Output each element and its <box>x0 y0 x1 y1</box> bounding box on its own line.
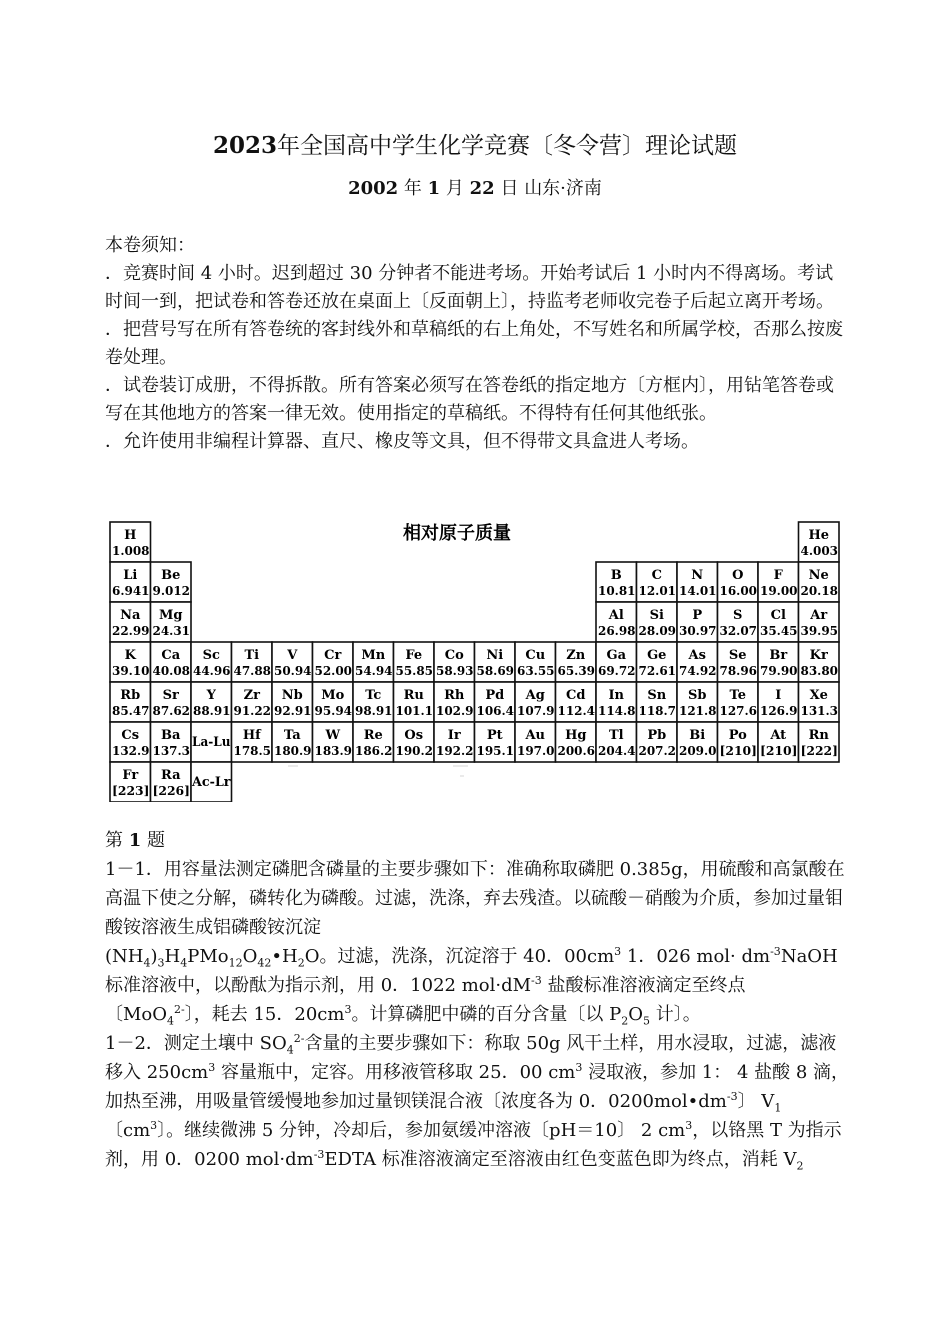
element-mass: 28.09 <box>638 624 676 638</box>
element-symbol: Os <box>404 728 424 743</box>
element-cell-ag <box>515 682 556 722</box>
element-mass: 88.91 <box>193 704 231 718</box>
element-mass: 183.9 <box>314 744 352 758</box>
element-mass: 186.2 <box>355 744 393 758</box>
element-mass: 127.6 <box>719 704 757 718</box>
element-mass: 83.80 <box>800 664 838 678</box>
element-symbol: Ac-Lr <box>191 775 231 790</box>
element-mass: 106.4 <box>476 704 514 718</box>
element-mass: 65.39 <box>557 664 595 678</box>
periodic-table <box>108 520 840 802</box>
element-cell-cl <box>758 602 799 642</box>
element-cell-kr <box>799 642 840 682</box>
element-symbol: Rh <box>444 688 465 703</box>
element-cell-re <box>353 722 394 762</box>
element-cell-rn <box>799 722 840 762</box>
element-symbol: Cr <box>324 648 342 663</box>
element-symbol: Cs <box>121 728 140 743</box>
element-symbol: Ar <box>810 608 828 623</box>
subtitle <box>0 176 950 202</box>
element-cell-zn <box>556 642 597 682</box>
element-mass: 178.5 <box>233 744 271 758</box>
element-mass: 112.4 <box>557 704 595 718</box>
element-mass: 197.0 <box>517 744 555 758</box>
element-mass: 16.00 <box>719 584 757 598</box>
element-symbol: Tl <box>608 728 624 743</box>
notice-item: ．竞赛时间 4 小时。迟到超过 30 分钟者不能进考场。开始考试后 1 小时内不得离场。考试时间一到，把试卷和答卷还放在桌面上〔反面朝上〕，持监考老师收完卷子后起立离开考场。 <box>105 263 834 312</box>
element-symbol: Rb <box>120 688 141 703</box>
element-cell-os <box>394 722 435 762</box>
element-mass: 55.85 <box>395 664 433 678</box>
notice-item: ．试卷装订成册，不得拆散。所有答案必须写在答卷纸的指定地方〔方框内〕，用钻笔答卷或写在其他地方的答案一律无效。使用指定的草稿纸。不得特有任何其他纸张。 <box>105 375 834 424</box>
element-mass: [226] <box>152 784 190 798</box>
element-mass: 44.96 <box>193 664 231 678</box>
element-cell-ar <box>799 602 840 642</box>
element-symbol: Kr <box>809 648 828 663</box>
element-cell-fe <box>394 642 435 682</box>
element-mass: 207.2 <box>638 744 676 758</box>
element-cell-cd <box>556 682 597 722</box>
element-mass: 22.99 <box>112 624 150 638</box>
element-symbol: I <box>775 688 782 703</box>
element-mass: 47.88 <box>233 664 271 678</box>
element-cell-ir <box>434 722 475 762</box>
element-cell-hf <box>232 722 273 762</box>
element-cell-b <box>596 562 637 602</box>
element-symbol: Si <box>649 608 664 623</box>
element-symbol: H <box>124 528 137 543</box>
question-section <box>105 826 850 1174</box>
element-mass: 91.22 <box>233 704 271 718</box>
element-symbol: P <box>692 608 703 623</box>
element-mass: 95.94 <box>314 704 352 718</box>
element-cell-i <box>758 682 799 722</box>
element-symbol: Hf <box>242 728 261 743</box>
element-symbol: Bi <box>689 728 706 743</box>
element-symbol: Na <box>120 608 141 623</box>
element-cell-ca <box>151 642 192 682</box>
element-symbol: Ra <box>160 768 181 783</box>
element-cell-pd <box>475 682 516 722</box>
element-cell-la-lu <box>191 722 232 762</box>
element-mass: 52.00 <box>314 664 352 678</box>
element-cell-mg <box>151 602 192 642</box>
element-cell-ac-lr <box>191 762 232 802</box>
element-symbol: Ge <box>647 648 667 663</box>
element-symbol: Zn <box>566 648 586 663</box>
element-mass: 9.012 <box>152 584 190 598</box>
element-symbol: C <box>651 568 662 583</box>
element-cell-h <box>110 522 151 562</box>
element-cell-xe <box>799 682 840 722</box>
element-cell-na <box>110 602 151 642</box>
element-cell-k <box>110 642 151 682</box>
subtitle-place: 山东·济南 <box>524 178 602 199</box>
element-cell-sn <box>637 682 678 722</box>
element-cell-ba <box>151 722 192 762</box>
element-mass: 30.97 <box>679 624 717 638</box>
element-symbol: Cu <box>525 648 546 663</box>
element-mass: [210] <box>719 744 757 758</box>
element-cell-sb <box>677 682 718 722</box>
element-symbol: As <box>688 648 706 663</box>
element-cell-hg <box>556 722 597 762</box>
element-mass: 74.92 <box>679 664 717 678</box>
element-mass: 190.2 <box>395 744 433 758</box>
element-cell-o <box>718 562 759 602</box>
notice-section <box>105 232 850 456</box>
question-1-2: 1－2．测定土壤中 $SO_4^{2-}$含量的主要步骤如下：称取 50g 风干土样，用水浸取，过滤，滤液移入 $250cm^3$ 容量瓶中，定容。用移液管移取 25．00 $cm^3$ 浸取液，参加 1： 4 盐酸 8 滴，加热至沸，用吸量管缓慢地参加过量钡镁混合液〔浓度各为 0．$0200mol•dm^{-3}$〕 $V_1$〔$cm^3$〕。继续微沸 5 分钟，冷却后，参加氨缓冲溶液〔pH＝10〕 2 $cm^3$，以铬黑 T 为指示剂，用 0．0200 $mol\cdot dm^{-3}EDTA$ 标准溶液滴定至溶液由红色变蓝色即为终点，消耗 $V_2$ <box>105 1032 850 1173</box>
element-mass: 204.4 <box>598 744 636 758</box>
element-symbol: Fr <box>122 768 139 783</box>
element-cell-ne <box>799 562 840 602</box>
element-symbol: Ga <box>606 648 627 663</box>
element-symbol: Fe <box>405 648 423 663</box>
element-mass: 121.8 <box>679 704 717 718</box>
element-cell-c <box>637 562 678 602</box>
element-cell-cu <box>515 642 556 682</box>
element-cell-at <box>758 722 799 762</box>
element-cell-al <box>596 602 637 642</box>
element-symbol: Br <box>769 648 788 663</box>
element-symbol: Tc <box>365 688 382 703</box>
element-mass: 20.18 <box>800 584 838 598</box>
element-mass: 19.00 <box>760 584 798 598</box>
element-mass: 131.3 <box>800 704 838 718</box>
question-heading: 第 1 题 <box>105 830 165 851</box>
element-mass: 72.61 <box>638 664 676 678</box>
element-symbol: Mg <box>159 608 183 623</box>
element-cell-br <box>758 642 799 682</box>
element-symbol: La-Lu <box>192 735 231 750</box>
element-symbol: O <box>732 568 744 583</box>
element-mass: 118.7 <box>638 704 676 718</box>
element-mass: 126.9 <box>760 704 798 718</box>
element-cell-cr <box>313 642 354 682</box>
element-mass: 1.008 <box>112 544 150 558</box>
element-cell-rb <box>110 682 151 722</box>
element-mass: 195.1 <box>476 744 514 758</box>
element-cell-ga <box>596 642 637 682</box>
element-symbol: Mn <box>361 648 386 663</box>
element-mass: [223] <box>112 784 150 798</box>
element-cell-v <box>272 642 313 682</box>
element-mass: 14.01 <box>679 584 717 598</box>
element-cell-bi <box>677 722 718 762</box>
element-mass: 54.94 <box>355 664 393 678</box>
element-symbol: Xe <box>809 688 828 703</box>
element-symbol: Se <box>728 648 747 663</box>
element-mass: 32.07 <box>719 624 757 638</box>
element-symbol: Li <box>123 568 138 583</box>
element-mass: 200.6 <box>557 744 595 758</box>
element-mass: 180.9 <box>274 744 312 758</box>
element-cell-f <box>758 562 799 602</box>
element-symbol: Hg <box>565 728 587 743</box>
element-symbol: F <box>773 568 783 583</box>
element-symbol: Ca <box>161 648 181 663</box>
element-symbol: Pt <box>486 728 503 743</box>
element-symbol: Sb <box>688 688 707 703</box>
element-mass: 107.9 <box>517 704 555 718</box>
subtitle-year: 2002 <box>348 178 399 199</box>
element-symbol: Sn <box>647 688 667 703</box>
element-cell-tc <box>353 682 394 722</box>
element-cell-rh <box>434 682 475 722</box>
element-cell-s <box>718 602 759 642</box>
element-mass: [222] <box>800 744 838 758</box>
question-1-1: 1－1．用容量法测定磷肥含磷量的主要步骤如下：准确称取磷肥 0.385g，用硫酸和高氯酸在高温下使之分解，磷转化为磷酸。过滤，洗涤，弃去残渣。以硫酸－硝酸为介质，参加过量钼酸铵溶液生成铝磷酸铵沉淀 $(NH_4)_3H_4PMo_{12}O_{42}•H_2O$。过滤，洗涤，沉淀溶于 40．$00cm^3$ 1．026 $mol\cdot dm^{-3}NaOH$ 标准溶液中，以酚酞为指示剂，用 0．1022 $mol\cdot dM^{-3}$ 盐酸标准溶液滴定至终点〔MoO$_4^{2-}$〕，耗去 15．$20cm^3$。计算磷肥中磷的百分含量〔以 $P_2O_5$ 计〕。 <box>105 859 845 1028</box>
element-symbol: He <box>808 528 830 543</box>
element-mass: 92.91 <box>274 704 312 718</box>
element-mass: 63.55 <box>517 664 555 678</box>
element-symbol: Ti <box>244 648 260 663</box>
element-symbol: B <box>610 568 622 583</box>
element-symbol: Ru <box>403 688 424 703</box>
element-symbol: Pd <box>485 688 505 703</box>
element-mass: 98.91 <box>355 704 393 718</box>
element-mass: 137.3 <box>152 744 190 758</box>
element-symbol: Zr <box>243 688 260 703</box>
element-cell-zr <box>232 682 273 722</box>
element-mass: 87.62 <box>152 704 190 718</box>
subtitle-month-char: 月 <box>445 178 464 199</box>
element-symbol: Cd <box>566 688 586 703</box>
element-symbol: Sr <box>162 688 179 703</box>
element-cell-p <box>677 602 718 642</box>
subtitle-day-char: 日 <box>500 178 519 199</box>
element-mass: 101.1 <box>395 704 433 718</box>
element-cell-y <box>191 682 232 722</box>
element-mass: 10.81 <box>598 584 636 598</box>
element-cell-li <box>110 562 151 602</box>
element-mass: 79.90 <box>760 664 798 678</box>
element-mass: 192.2 <box>436 744 474 758</box>
element-symbol: In <box>608 688 625 703</box>
element-cell-ru <box>394 682 435 722</box>
periodic-table-title: 相对原子质量 <box>403 523 511 544</box>
element-symbol: W <box>325 728 341 743</box>
element-symbol: N <box>691 568 704 583</box>
element-symbol: S <box>733 608 743 623</box>
element-cell-n <box>677 562 718 602</box>
element-symbol: Ag <box>525 688 545 703</box>
element-mass: 35.45 <box>760 624 798 638</box>
title-text: 年全国高中学生化学竞赛〔冬令营〕理论试题 <box>277 133 737 159</box>
element-cell-se <box>718 642 759 682</box>
element-cell-ti <box>232 642 273 682</box>
element-cell-he <box>799 522 840 562</box>
element-cell-mn <box>353 642 394 682</box>
element-mass: 39.10 <box>112 664 150 678</box>
element-cell-nb <box>272 682 313 722</box>
element-symbol: Co <box>444 648 464 663</box>
element-symbol: Mo <box>321 688 345 703</box>
element-cell-po <box>718 722 759 762</box>
notice-heading: 本卷须知： <box>105 235 195 256</box>
element-mass: 50.94 <box>274 664 312 678</box>
periodic-table-ghost-marks <box>288 766 468 776</box>
title-year: 2023 <box>212 132 277 159</box>
subtitle-day: 22 <box>469 178 495 199</box>
notice-item: ．允许使用非编程计算器、直尺、橡皮等文具，但不得带文具盒进人考场。 <box>105 431 699 452</box>
element-mass: 12.01 <box>638 584 676 598</box>
element-symbol: Ta <box>283 728 301 743</box>
element-symbol: Ne <box>808 568 829 583</box>
subtitle-year-char: 年 <box>403 178 422 199</box>
element-mass: 78.96 <box>719 664 757 678</box>
element-mass: 132.9 <box>112 744 150 758</box>
element-cell-be <box>151 562 192 602</box>
element-symbol: Ba <box>161 728 181 743</box>
element-mass: 6.941 <box>112 584 150 598</box>
element-cell-cs <box>110 722 151 762</box>
element-cell-te <box>718 682 759 722</box>
element-mass: 40.08 <box>152 664 190 678</box>
element-symbol: Sc <box>202 648 220 663</box>
element-mass: [210] <box>760 744 798 758</box>
element-cell-in <box>596 682 637 722</box>
element-mass: 24.31 <box>152 624 190 638</box>
element-symbol: Pb <box>647 728 667 743</box>
element-mass: 85.47 <box>112 704 150 718</box>
element-mass: 58.93 <box>436 664 474 678</box>
element-mass: 58.69 <box>476 664 514 678</box>
element-symbol: Cl <box>770 608 786 623</box>
element-cell-tl <box>596 722 637 762</box>
page-title <box>0 130 950 162</box>
element-symbol: Po <box>728 728 747 743</box>
element-cell-co <box>434 642 475 682</box>
element-symbol: Te <box>729 688 746 703</box>
element-symbol: Be <box>161 568 181 583</box>
element-cell-ni <box>475 642 516 682</box>
element-cell-w <box>313 722 354 762</box>
element-cell-pt <box>475 722 516 762</box>
element-cell-ta <box>272 722 313 762</box>
subtitle-month: 1 <box>427 178 441 199</box>
element-cell-si <box>637 602 678 642</box>
element-cell-ra <box>151 762 192 802</box>
element-symbol: At <box>770 728 787 743</box>
element-mass: 39.95 <box>800 624 838 638</box>
element-symbol: Ni <box>486 648 504 663</box>
element-mass: 102.9 <box>436 704 474 718</box>
element-symbol: V <box>287 648 298 663</box>
element-cell-ge <box>637 642 678 682</box>
element-cell-as <box>677 642 718 682</box>
element-symbol: Al <box>608 608 624 623</box>
element-cell-fr <box>110 762 151 802</box>
element-mass: 209.0 <box>679 744 717 758</box>
element-cell-mo <box>313 682 354 722</box>
element-cell-au <box>515 722 556 762</box>
element-symbol: Re <box>363 728 383 743</box>
element-mass: 26.98 <box>598 624 636 638</box>
element-mass: 69.72 <box>598 664 636 678</box>
element-symbol: Rn <box>808 728 829 743</box>
notice-item: ．把营号写在所有答卷统的客封线外和草稿纸的右上角处，不写姓名和所属学校，否那么按废卷处理。 <box>105 319 843 368</box>
element-cell-pb <box>637 722 678 762</box>
element-symbol: Nb <box>281 688 303 703</box>
element-mass: 4.003 <box>800 544 838 558</box>
element-symbol: Au <box>525 728 546 743</box>
element-mass: 114.8 <box>598 704 636 718</box>
element-cell-sc <box>191 642 232 682</box>
element-symbol: K <box>124 648 136 663</box>
element-symbol: Ir <box>447 728 461 743</box>
element-symbol: Y <box>206 688 216 703</box>
element-cell-sr <box>151 682 192 722</box>
